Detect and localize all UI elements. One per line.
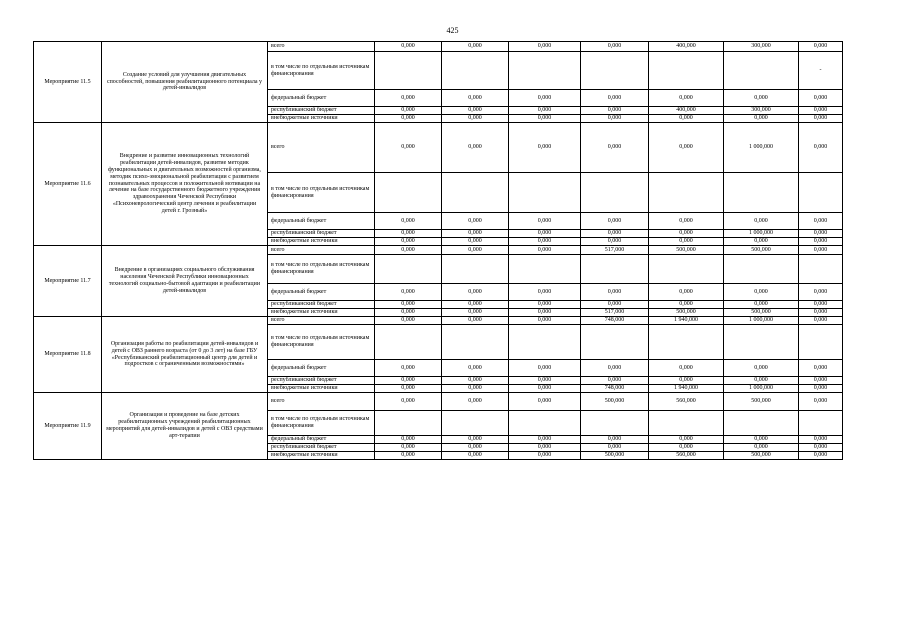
value-cell: 0,000 <box>799 317 843 325</box>
source-label-extra: внебюджетные источники <box>268 115 375 123</box>
value-cell: 0,000 <box>375 213 442 230</box>
value-cell: 0,000 <box>442 317 509 325</box>
value-cell: 500,000 <box>649 309 724 317</box>
value-cell: 0,000 <box>442 309 509 317</box>
event-description: Создание условий для улучшения двигательных способностей, повышения реабилитационного потенциала у детей-инвалидов <box>102 42 268 123</box>
value-cell: 500,000 <box>649 246 724 255</box>
value-cell: 0,000 <box>649 301 724 309</box>
value-cell: 0,000 <box>509 284 581 301</box>
value-cell: 0,000 <box>581 115 649 123</box>
source-label-including: в том числе по отдельным источникам финансирования <box>268 411 375 436</box>
value-cell: 0,000 <box>581 360 649 377</box>
value-cell: 0,000 <box>442 385 509 393</box>
source-label-federal: федеральный бюджет <box>268 213 375 230</box>
value-cell: 0,000 <box>442 436 509 444</box>
value-cell: 0,000 <box>581 377 649 385</box>
value-cell: 0,000 <box>375 393 442 411</box>
value-cell: 748,000 <box>581 317 649 325</box>
value-cell: 0,000 <box>509 377 581 385</box>
value-cell: 0,000 <box>375 360 442 377</box>
source-label-federal: федеральный бюджет <box>268 90 375 107</box>
value-cell: 0,000 <box>799 230 843 238</box>
source-label-total: всего <box>268 246 375 255</box>
value-cell: 0,000 <box>375 309 442 317</box>
value-cell: 0,000 <box>649 444 724 452</box>
value-cell: 0,000 <box>509 107 581 115</box>
value-cell <box>375 255 442 284</box>
source-label-republic: республиканский бюджет <box>268 444 375 452</box>
source-label-including: в том числе по отдельным источникам финансирования <box>268 255 375 284</box>
page-number: 425 <box>446 26 459 35</box>
value-cell: 0,000 <box>442 452 509 460</box>
value-cell: 0,000 <box>724 238 799 246</box>
value-cell: 0,000 <box>509 301 581 309</box>
value-cell: 0,000 <box>799 115 843 123</box>
value-cell: 0,000 <box>581 123 649 173</box>
value-cell: 500,000 <box>724 452 799 460</box>
value-cell: 0,000 <box>375 317 442 325</box>
value-cell: 0,000 <box>509 213 581 230</box>
value-cell: 0,000 <box>375 377 442 385</box>
value-cell <box>375 325 442 360</box>
value-cell <box>799 325 843 360</box>
value-cell: 500,000 <box>581 452 649 460</box>
value-cell: 1 000,000 <box>724 385 799 393</box>
value-cell: 560,000 <box>649 393 724 411</box>
value-cell: 0,000 <box>799 436 843 444</box>
value-cell: 0,000 <box>442 230 509 238</box>
source-label-extra: внебюджетные источники <box>268 452 375 460</box>
table-row <box>34 393 843 411</box>
value-cell: 0,000 <box>442 393 509 411</box>
value-cell: 0,000 <box>649 377 724 385</box>
value-cell: 0,000 <box>649 230 724 238</box>
value-cell: 0,000 <box>581 301 649 309</box>
event-description: Внедрение в организациях социального обслуживания населения Чеченской Республики инновационных технологий социально-бытовой адаптации и реабилитации детей-инвалидов <box>102 246 268 317</box>
value-cell: 300,000 <box>724 107 799 115</box>
source-label-republic: республиканский бюджет <box>268 107 375 115</box>
value-cell: 0,000 <box>799 123 843 173</box>
value-cell: 0,000 <box>509 246 581 255</box>
value-cell: 0,000 <box>375 107 442 115</box>
value-cell <box>509 173 581 213</box>
value-cell: 0,000 <box>442 444 509 452</box>
value-cell: 1 940,000 <box>649 385 724 393</box>
value-cell: 0,000 <box>509 317 581 325</box>
source-label-republic: республиканский бюджет <box>268 301 375 309</box>
event-id: Мероприятие 11.7 <box>34 246 102 317</box>
value-cell <box>799 255 843 284</box>
value-cell: 0,000 <box>442 301 509 309</box>
value-cell: 0,000 <box>375 301 442 309</box>
value-cell: 0,000 <box>375 284 442 301</box>
value-cell: 0,000 <box>649 284 724 301</box>
value-cell <box>442 173 509 213</box>
source-label-extra: внебюджетные источники <box>268 309 375 317</box>
value-cell: 1 000,000 <box>724 123 799 173</box>
value-cell: 0,000 <box>581 284 649 301</box>
value-cell <box>509 325 581 360</box>
value-cell: 0,000 <box>724 213 799 230</box>
value-cell: 0,000 <box>799 42 843 52</box>
source-label-federal: федеральный бюджет <box>268 360 375 377</box>
value-cell <box>724 52 799 90</box>
value-cell: 0,000 <box>799 238 843 246</box>
value-cell: 0,000 <box>442 213 509 230</box>
value-cell <box>649 411 724 436</box>
source-label-including: в том числе по отдельным источникам финансирования <box>268 325 375 360</box>
value-cell: 400,000 <box>649 42 724 52</box>
value-cell: 500,000 <box>724 393 799 411</box>
value-cell: 300,000 <box>724 42 799 52</box>
source-label-republic: республиканский бюджет <box>268 377 375 385</box>
value-cell <box>509 411 581 436</box>
value-cell: 517,000 <box>581 309 649 317</box>
value-cell: 0,000 <box>375 385 442 393</box>
value-cell: 0,000 <box>375 246 442 255</box>
value-cell: 0,000 <box>581 444 649 452</box>
value-cell: 0,000 <box>442 123 509 173</box>
value-cell: 0,000 <box>375 444 442 452</box>
value-cell: 0,000 <box>509 444 581 452</box>
value-cell: 0,000 <box>509 393 581 411</box>
value-cell: 0,000 <box>375 90 442 107</box>
value-cell: 0,000 <box>509 452 581 460</box>
value-cell: 0,000 <box>442 42 509 52</box>
source-label-total: всего <box>268 393 375 411</box>
event-id: Мероприятие 11.6 <box>34 123 102 246</box>
value-cell: 0,000 <box>375 452 442 460</box>
value-cell: 0,000 <box>442 107 509 115</box>
source-label-including: в том числе по отдельным источникам финансирования <box>268 52 375 90</box>
value-cell: 0,000 <box>509 360 581 377</box>
value-cell: 0,000 <box>375 123 442 173</box>
value-cell: 0,000 <box>375 115 442 123</box>
value-cell: 0,000 <box>649 123 724 173</box>
value-cell: 0,000 <box>442 360 509 377</box>
value-cell: 0,000 <box>799 444 843 452</box>
value-cell: 0,000 <box>509 238 581 246</box>
table-row <box>34 317 843 325</box>
value-cell: 1 940,000 <box>649 317 724 325</box>
value-cell: 0,000 <box>799 107 843 115</box>
value-cell: 0,000 <box>724 360 799 377</box>
value-cell: 0,000 <box>581 90 649 107</box>
value-cell: 0,000 <box>724 301 799 309</box>
value-cell: 0,000 <box>649 360 724 377</box>
value-cell <box>799 173 843 213</box>
value-cell: 0,000 <box>509 385 581 393</box>
value-cell: 1 000,000 <box>724 230 799 238</box>
source-label-republic: республиканский бюджет <box>268 230 375 238</box>
value-cell: - <box>799 52 843 90</box>
source-label-extra: внебюджетные источники <box>268 238 375 246</box>
value-cell: 0,000 <box>649 213 724 230</box>
value-cell: 0,000 <box>509 230 581 238</box>
value-cell <box>442 411 509 436</box>
source-label-federal: федеральный бюджет <box>268 436 375 444</box>
value-cell: 0,000 <box>509 309 581 317</box>
value-cell: 400,000 <box>649 107 724 115</box>
value-cell: 0,000 <box>799 377 843 385</box>
value-cell: 0,000 <box>799 90 843 107</box>
funding-table <box>33 41 843 460</box>
value-cell: 0,000 <box>799 393 843 411</box>
value-cell <box>724 173 799 213</box>
value-cell <box>581 255 649 284</box>
source-label-extra: внебюджетные источники <box>268 385 375 393</box>
value-cell <box>581 52 649 90</box>
value-cell: 0,000 <box>509 123 581 173</box>
value-cell: 0,000 <box>375 238 442 246</box>
value-cell: 0,000 <box>724 284 799 301</box>
value-cell <box>799 411 843 436</box>
event-id: Мероприятие 11.8 <box>34 317 102 393</box>
value-cell: 0,000 <box>649 436 724 444</box>
value-cell: 0,000 <box>375 436 442 444</box>
source-label-federal: федеральный бюджет <box>268 284 375 301</box>
value-cell: 500,000 <box>581 393 649 411</box>
table-row <box>34 246 843 255</box>
value-cell <box>442 52 509 90</box>
value-cell: 0,000 <box>799 452 843 460</box>
value-cell: 0,000 <box>799 385 843 393</box>
value-cell: 0,000 <box>724 444 799 452</box>
value-cell: 0,000 <box>509 90 581 107</box>
value-cell <box>649 255 724 284</box>
value-cell: 0,000 <box>581 238 649 246</box>
value-cell <box>375 411 442 436</box>
value-cell: 0,000 <box>799 213 843 230</box>
value-cell: 0,000 <box>509 436 581 444</box>
value-cell: 0,000 <box>442 246 509 255</box>
value-cell: 0,000 <box>581 107 649 115</box>
value-cell: 500,000 <box>724 246 799 255</box>
value-cell: 0,000 <box>649 238 724 246</box>
value-cell: 0,000 <box>375 230 442 238</box>
value-cell: 0,000 <box>509 42 581 52</box>
value-cell: 0,000 <box>581 436 649 444</box>
value-cell <box>581 173 649 213</box>
value-cell: 0,000 <box>442 238 509 246</box>
value-cell <box>442 255 509 284</box>
value-cell: 0,000 <box>649 90 724 107</box>
value-cell: 0,000 <box>799 301 843 309</box>
value-cell: 0,000 <box>375 42 442 52</box>
value-cell: 0,000 <box>724 436 799 444</box>
value-cell: 0,000 <box>509 115 581 123</box>
value-cell: 0,000 <box>442 284 509 301</box>
value-cell: 748,000 <box>581 385 649 393</box>
value-cell <box>724 325 799 360</box>
value-cell <box>724 411 799 436</box>
event-description: Организация и проведение на базе детских реабилитационных учреждений реабилитационных мероприятий для детей-инвалидов и детей с ОВЗ средствами арт-терапии <box>102 393 268 460</box>
value-cell: 0,000 <box>724 115 799 123</box>
value-cell <box>375 52 442 90</box>
value-cell <box>724 255 799 284</box>
event-id: Мероприятие 11.9 <box>34 393 102 460</box>
value-cell: 0,000 <box>581 213 649 230</box>
event-description: Внедрение и развитие инновационных технологий реабилитации детей-инвалидов, развитие методик функциональных и двигательных возможностей организма, методик психо-эмоциональной реабилитации с развитием познавательных процессов и положительной мотивации на лечение на базе государственного бюджетного учреждения здравоохранения Чеченской Республики «Психоневрологический центр лечения и реабилитации детей г. Грозный» <box>102 123 268 246</box>
value-cell <box>581 325 649 360</box>
event-description: Организация работы по реабилитации детей-инвалидов и детей с ОВЗ раннего возраста (от 0 до 3 лет) на базе ГБУ «Республиканский реабилитационный центр для детей и подростков с ограниченными возможностями» <box>102 317 268 393</box>
value-cell: 0,000 <box>799 284 843 301</box>
table-row <box>34 123 843 173</box>
value-cell: 517,000 <box>581 246 649 255</box>
source-label-total: всего <box>268 42 375 52</box>
value-cell: 0,000 <box>799 360 843 377</box>
value-cell <box>649 52 724 90</box>
event-id: Мероприятие 11.5 <box>34 42 102 123</box>
value-cell: 0,000 <box>581 230 649 238</box>
value-cell: 0,000 <box>442 377 509 385</box>
value-cell <box>649 173 724 213</box>
value-cell <box>509 52 581 90</box>
value-cell <box>649 325 724 360</box>
value-cell: 0,000 <box>649 115 724 123</box>
value-cell: 0,000 <box>724 90 799 107</box>
value-cell: 0,000 <box>799 309 843 317</box>
value-cell <box>442 325 509 360</box>
value-cell: 0,000 <box>799 246 843 255</box>
value-cell: 0,000 <box>442 115 509 123</box>
value-cell: 0,000 <box>442 90 509 107</box>
source-label-total: всего <box>268 317 375 325</box>
value-cell <box>375 173 442 213</box>
value-cell <box>509 255 581 284</box>
value-cell: 560,000 <box>649 452 724 460</box>
value-cell: 1 000,000 <box>724 317 799 325</box>
value-cell <box>581 411 649 436</box>
source-label-total: всего <box>268 123 375 173</box>
table-row <box>34 42 843 52</box>
source-label-including: в том числе по отдельным источникам финансирования <box>268 173 375 213</box>
value-cell: 0,000 <box>581 42 649 52</box>
value-cell: 0,000 <box>724 377 799 385</box>
value-cell: 500,000 <box>724 309 799 317</box>
